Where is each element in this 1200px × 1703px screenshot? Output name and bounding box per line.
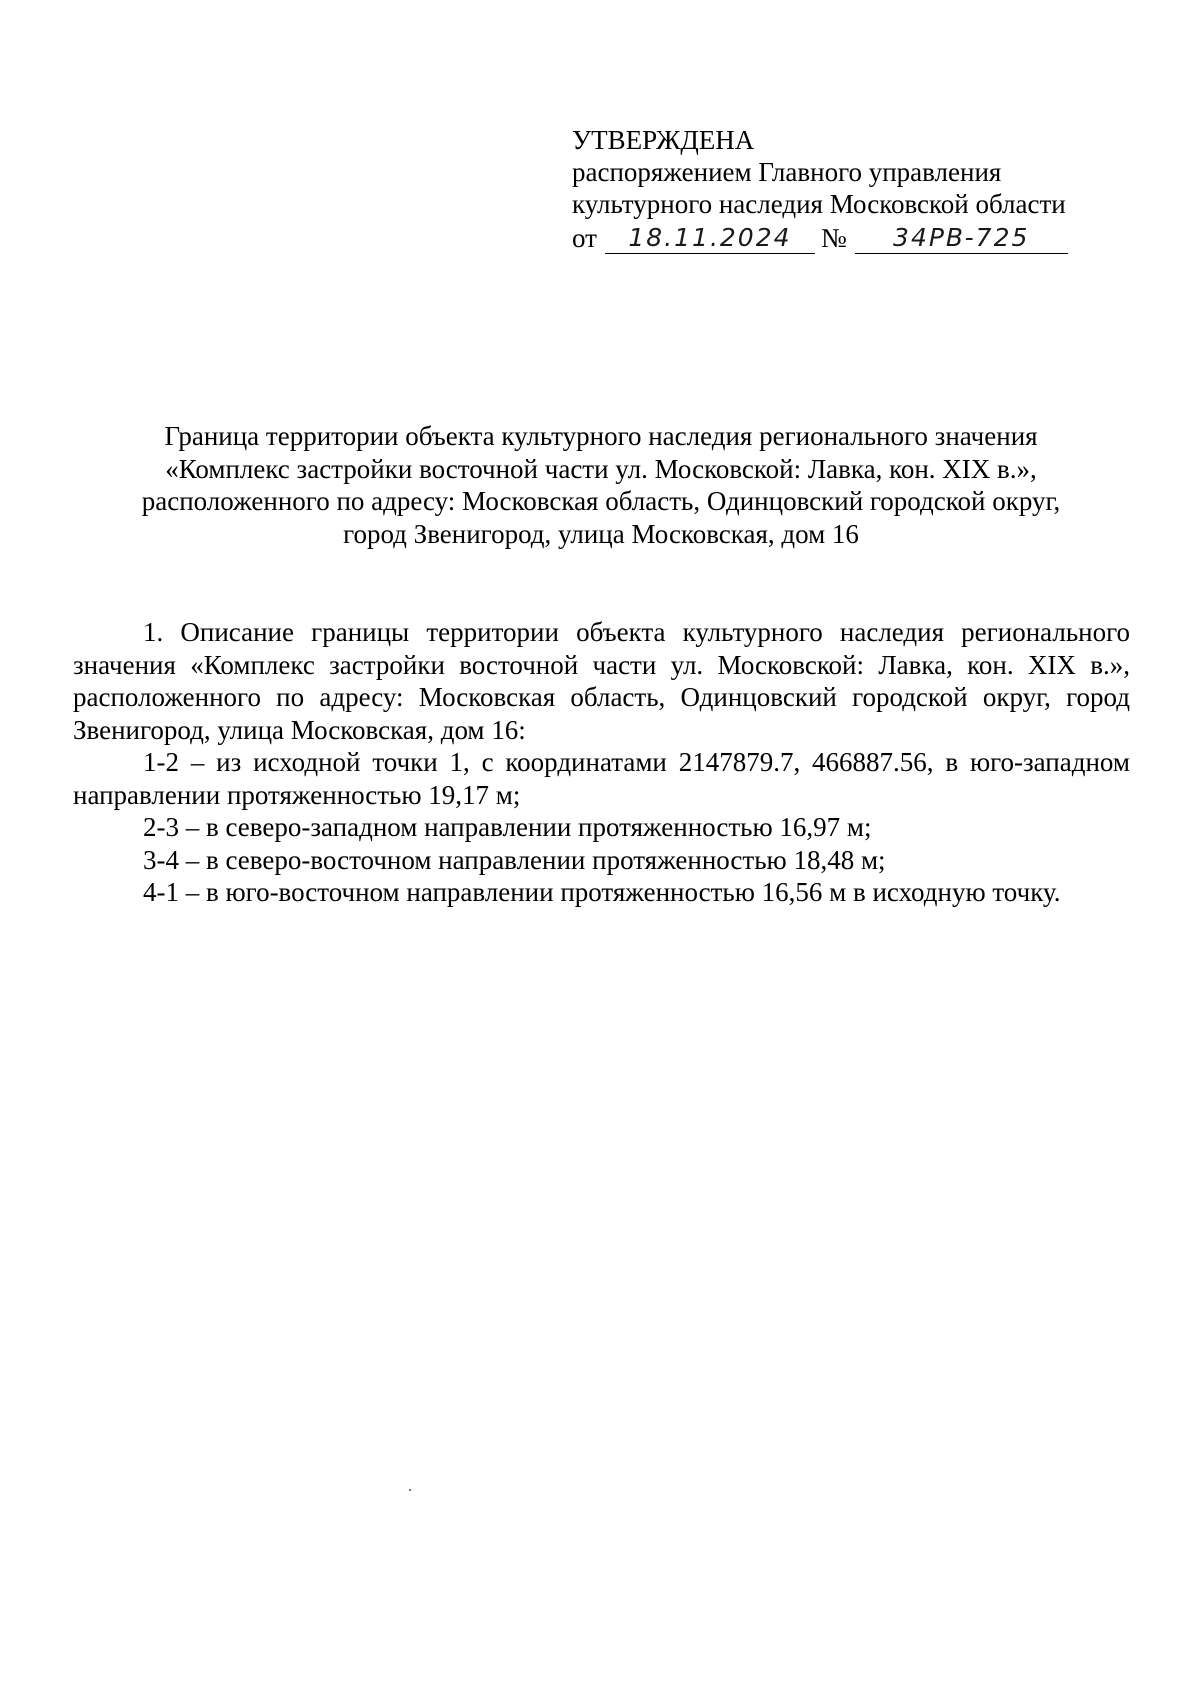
approval-block: [572, 124, 1132, 254]
boundary-segment-item: 2-3 – в северо-западном направлении протяженностью 16,97 м;: [143, 812, 872, 842]
approval-authority-line-2: культурного наследия Московской области: [572, 189, 1066, 219]
document-body: [73, 616, 1130, 909]
handwritten-number: 34PB-725: [855, 223, 1068, 254]
boundary-segment-item: 1-2 – из исходной точки 1, с координатами 2147879.7, 466887.56, в юго-западном направлении протяженностью 19,17 м;: [73, 747, 1130, 810]
scan-speck: [409, 1489, 411, 1491]
number-sign: №: [820, 223, 847, 253]
boundary-segment-item: 3-4 – в северо-восточном направлении протяженностью 18,48 м;: [143, 844, 886, 875]
approval-date-number-line: [572, 222, 1132, 254]
boundary-description-paragraph: 1. Описание границы территории объекта культурного наследия регионального значения «Комплекс застройки восточной части ул. Московской: Лавка, кон. XIX в.», расположенного по адресу: Московская область, Одинцовский городской округ, город Звенигород, улица Московская, дом 16:: [73, 617, 1130, 745]
title-line: расположенного по адресу: Московская область, Одинцовский городской округ,: [141, 486, 1061, 516]
handwritten-date: 18.11.2024: [605, 223, 815, 254]
approval-heading: УТВЕРЖДЕНА: [572, 125, 755, 155]
title-line: Граница территории объекта культурного наследия регионального значения: [164, 421, 1038, 451]
title-line: город Звенигород, улица Московская, дом 16: [343, 518, 859, 549]
title-line: «Комплекс застройки восточной части ул. Московской: Лавка, кон. XIX в.»,: [165, 453, 1037, 484]
boundary-segment-item: 4-1 – в юго-восточном направлении протяженностью 16,56 м в исходную точку.: [143, 877, 1061, 907]
approval-authority-line: распоряжением Главного управления: [572, 157, 1002, 187]
date-prefix: от: [572, 223, 597, 253]
document-title: [80, 420, 1122, 550]
